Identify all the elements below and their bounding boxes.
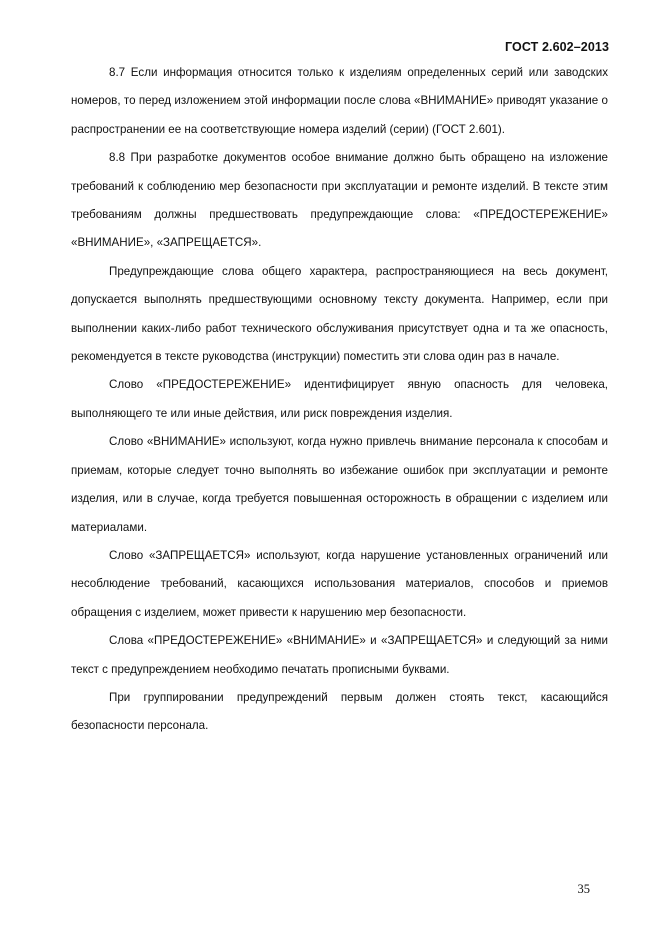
paragraph-8-7: 8.7 Если информация относится только к изделиям определенных серий или заводских номеров, то перед изложением этой информации после слова «ВНИМАНИЕ» приводят указание о распространении ее на соответствующие номера изделий (серии) (ГОСТ 2.601). xyxy=(71,66,608,136)
paragraph-grouping: При группировании предупреждений первым должен стоять текст, касающийся безопасности персонала. xyxy=(71,690,608,733)
page-number: 35 xyxy=(577,882,590,896)
paragraph-prohibited-word: Слово «ЗАПРЕЩАЕТСЯ» используют, когда нарушение установленных ограничений или несоблюдение требований, касающихся использования материалов, способов и приемов обращения с изделием, может привести к нарушению мер безопасности. xyxy=(71,548,608,619)
document-body xyxy=(71,59,608,741)
paragraph-caution-word: Слово «ПРЕДОСТЕРЕЖЕНИЕ» идентифицирует явную опасность для человека, выполняющего те или иные действия, или риск повреждения изделия. xyxy=(71,378,608,420)
paragraph-attention-word: Слово «ВНИМАНИЕ» используют, когда нужно привлечь внимание персонала к способам и приемам, которые следует точно выполнять во избежание ошибок при эксплуатации и ремонте изделия, или в случае, когда требуется повышенная осторожность в обращении с изделием или материалами. xyxy=(71,435,608,534)
document-code-header: ГОСТ 2.602–2013 xyxy=(504,40,609,54)
paragraph-capital-letters: Слова «ПРЕДОСТЕРЕЖЕНИЕ» «ВНИМАНИЕ» и «ЗАПРЕЩАЕТСЯ» и следующий за ними текст с предупреждением необходимо печатать прописными буквами. xyxy=(71,634,608,676)
paragraph-8-8: 8.8 При разработке документов особое внимание должно быть обращено на изложение требований к соблюдению мер безопасности при эксплуатации и ремонте изделий. В тексте этим требованиям должны предшествовать предупреждающие слова: «ПРЕДОСТЕРЕЖЕНИЕ» «ВНИМАНИЕ», «ЗАПРЕЩАЕТСЯ». xyxy=(71,151,608,250)
paragraph-general-warnings: Предупреждающие слова общего характера, распространяющиеся на весь документ, допускается выполнять предшествующими основному тексту документа. Например, если при выполнении каких-либо работ технического обслуживания присутствует одна и та же опасность, рекомендуется в тексте руководства (инструкции) поместить эти слова один раз в начале. xyxy=(71,264,608,364)
